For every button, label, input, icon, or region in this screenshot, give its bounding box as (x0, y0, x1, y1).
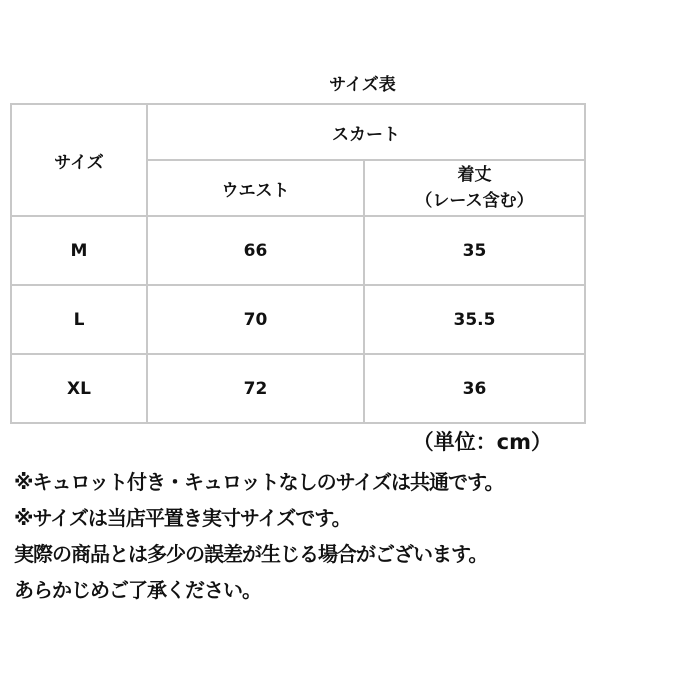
length-cell: 36 (364, 354, 585, 423)
length-cell: 35.5 (364, 285, 585, 354)
size-cell: M (11, 216, 147, 285)
notes (14, 470, 698, 614)
waist-column-header: ウエスト (147, 160, 364, 216)
waist-cell: 72 (147, 354, 364, 423)
size-table (10, 103, 586, 424)
length-header-line2: （レース含む） (415, 191, 534, 211)
size-cell: XL (11, 354, 147, 423)
note-line: ※キュロット付き・キュロットなしのサイズは共通です。 (14, 470, 504, 494)
table-row (11, 354, 585, 423)
size-cell: L (11, 285, 147, 354)
skirt-group-header: スカート (147, 104, 585, 160)
waist-cell: 70 (147, 285, 364, 354)
size-column-header: サイズ (11, 104, 147, 216)
unit-label: （単位：cm） (412, 430, 552, 454)
table-row (11, 216, 585, 285)
note-line: あらかじめご了承ください。 (14, 578, 261, 602)
length-cell: 35 (364, 216, 585, 285)
table-header-row (11, 104, 585, 160)
note-line: 実際の商品とは多少の誤差が生じる場合がございます。 (14, 542, 488, 566)
waist-cell: 66 (147, 216, 364, 285)
table-row (11, 285, 585, 354)
length-column-header (364, 160, 585, 216)
note-line: ※サイズは当店平置き実寸サイズです。 (14, 506, 351, 530)
length-header-line1: 着丈 (457, 165, 492, 185)
page-title: サイズ表 (329, 75, 396, 95)
